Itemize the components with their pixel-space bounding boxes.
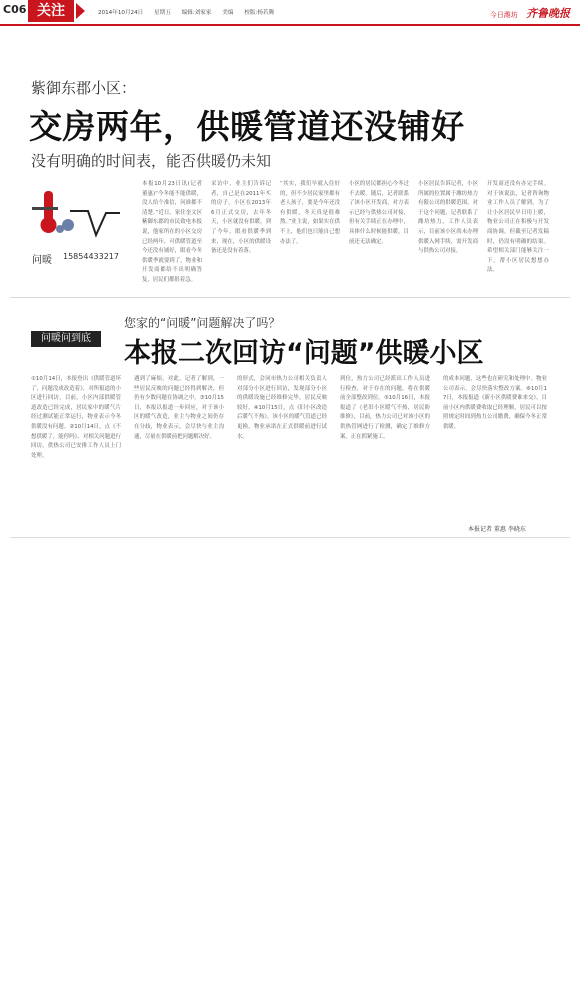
article1-headline: 交房两年，供暖管道还没铺好 xyxy=(29,107,465,146)
article1-subhead: 没有明确的时间表，能否供暖仍未知 xyxy=(31,152,272,170)
thermometer-icon xyxy=(30,185,126,245)
article1-column-1: 本报10月23日讯(记者 董惠)“今冬能不能供暖，没人给个准信，问谁都不清楚。”近日，家住奎文区紫御东郡的市民致电本报说，他家所在的小区交房已经两年，可供暖管道至今还没有铺好，眼看今冬供暖季就要到了，物业和开发商都给不出明确答复，居民们都很着急。 xyxy=(142,181,202,283)
header-proof: 校版:杨若腾 xyxy=(244,10,275,16)
page-header xyxy=(0,0,580,24)
section-arrow-icon xyxy=(76,3,85,19)
article2-column-5: 的成本问题，这些也在研究和处理中。物业公司表示，会尽快落实整改方案。⑥10月17日，本报报道《新小区供暖费谁来交》，目前小区内供暖费收取已经理顺，居民可以按照规定时间到热力公司缴费，确保今冬正常供暖。 xyxy=(443,376,547,430)
article2-column-2: 遇到了麻烦。对此，记者了解到，一些居民反映的问题已经得到解决，但仍有少数问题在协调之中。③10月15日，本报以报道一步回应，对于该小区的暖气改造，业主与物业之间仍存在分歧，物业表示，会尽快与业主沟通，尽量在供暖前把问题解决好。 xyxy=(134,376,224,440)
header-editor: 编辑:刘家家 xyxy=(181,10,212,16)
header-date: 2014年10月24日 xyxy=(98,10,144,16)
article1-kicker: 紫御东郡小区： xyxy=(31,79,137,97)
section-tag: 关注 xyxy=(28,0,74,22)
article1-column-5: 小区居民告诉记者，小区所属的位置属于潍坊热力有限公司的供暖范围，对于这个问题，记者联系了潍坊热力，工作人员表示，目前该小区尚未办理供暖入网手续，需开发商与供热公司对接。 xyxy=(418,181,478,255)
header-weekday: 星期五 xyxy=(154,10,171,16)
article2-column-4: 到位，热力公司已经派出工作人员进行检查，对于存在的问题，将在供暖前全部整改到位。⑤10月16日，本报报道了《老旧小区暖气不热，居民盼维修》，目前，热力公司已对该小区的供热管网进行了检测，确定了维修方案，正在抓紧施工。 xyxy=(340,376,430,440)
article1-column-3: “其实，我们早就入住好的，但不少居民家里都有老人孩子，要是今年还没有供暖，冬天真是很难熬。”业主说，如果实在供不上，他们也只能自己想办法了。 xyxy=(280,181,340,245)
bottom-divider xyxy=(10,537,570,538)
hotline-label: 问暖 xyxy=(32,255,52,266)
hotline-phone: 15854433217 xyxy=(63,252,119,261)
article2-column-3: 的形式，会同市热力公司相关负责人对部分小区进行回访，发现部分小区的供暖设施已经维修完毕，居民反映较好。④10月15日，点《旧小区改造后暖气不热》，该小区的暖气管道已经更换，物业承诺在正式供暖前进行试水。 xyxy=(237,376,327,440)
article1-column-4: 小区的居民都担心今冬过不去暖。随后，记者联系了该小区开发商，对方表示已经与供热公司对接，但有关手续正在办理中，具体什么时候能供暖，目前还无法确定。 xyxy=(349,181,409,245)
article2-badge: 问暖问到底 xyxy=(31,331,101,347)
article2-kicker: 您家的“问暖”问题解决了吗？ xyxy=(124,316,281,330)
article-divider xyxy=(10,297,570,298)
article1-column-6: 开发商还没有办完手续。对于该说法，记者咨询物业工作人员了解到，为了让小区居民早日用上暖，物业公司正在积极与开发商协调。但截至记者发稿时，仍没有明确的结果。希望相关部门能够关注一下，帮小区居民想想办法。 xyxy=(487,181,549,274)
section-number: C06 xyxy=(3,3,27,16)
article2-headline: 本报二次回访“问题”供暖小区 xyxy=(124,338,484,369)
brand-small: 今日潍坊 xyxy=(489,11,518,19)
article2-byline: 本报记者 董惠 李晓东 xyxy=(468,526,526,533)
header-meta xyxy=(98,8,283,16)
header-designer: 美编 xyxy=(222,10,234,16)
article2-column-1: ①10月14日，本报登出《供暖管道坏了，问题没成改造着》，对所报道的小区进行回访，目前，小区内部供暖管道改造已经完成，居民家中的暖气片经过测试能正常运行，物业表示今冬供暖没有问题。②10月14日，点《不想供暖了，能停吗》，对相关问题进行回访，供热公司已安排工作人员上门处理。 xyxy=(31,376,121,459)
article1-column-2: 采访中，业主们告诉记者，自己是在2011年买的房子。小区在2013年6月正式交房，去年冬天，小区就没有供暖，到了今年，眼看供暖季到来，现在，小区的供暖设备还是没有着落。 xyxy=(211,181,271,255)
brand xyxy=(490,5,570,21)
header-rule xyxy=(0,24,580,26)
brand-logo: 齐鲁晚报 xyxy=(526,7,570,20)
